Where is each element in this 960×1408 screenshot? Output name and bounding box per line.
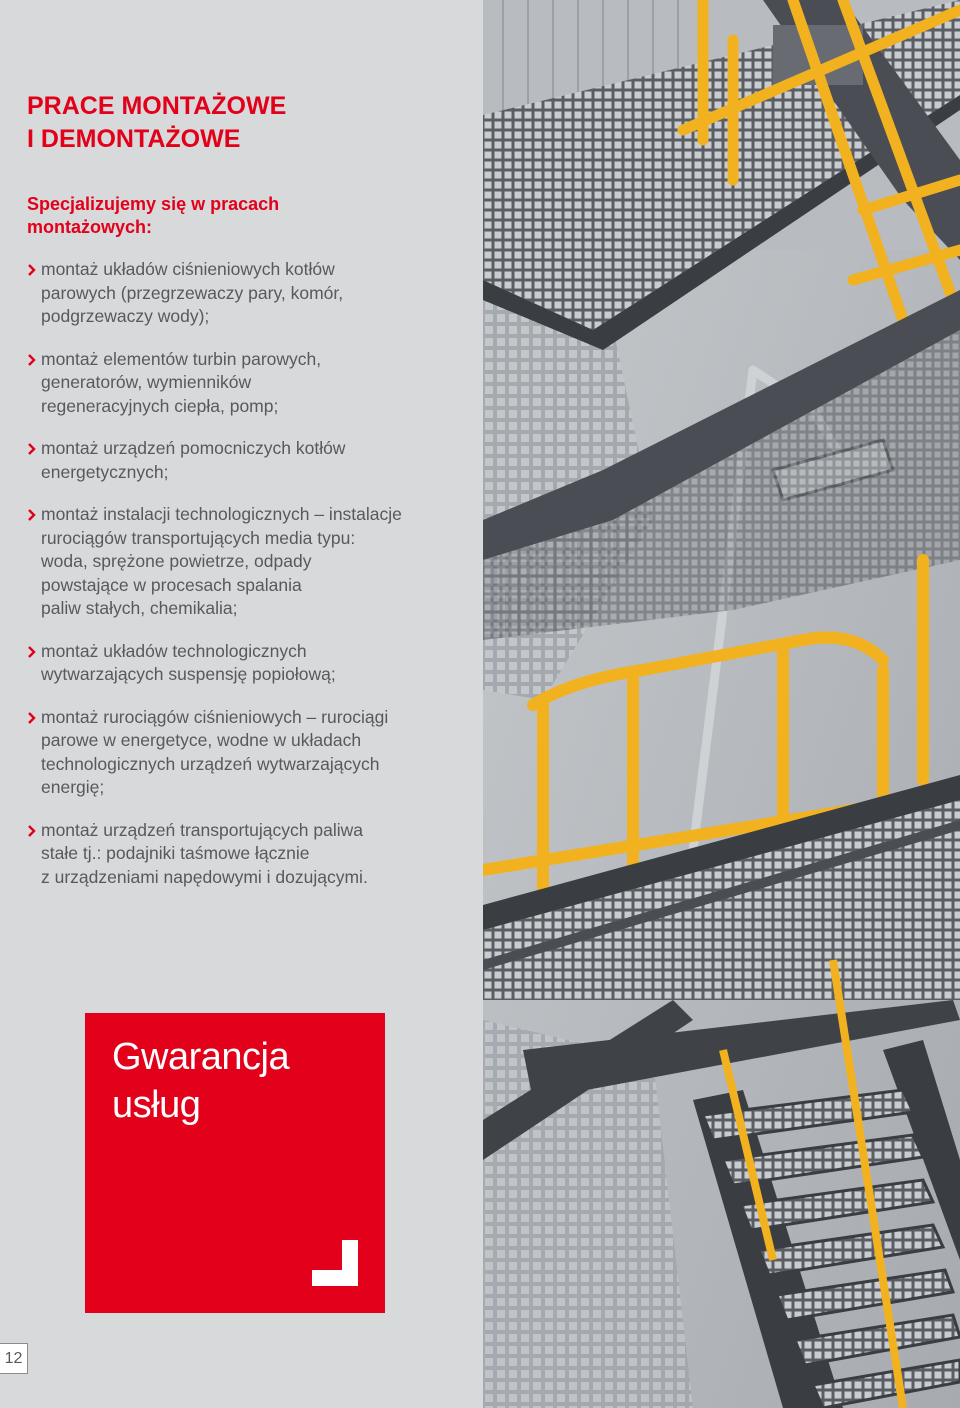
intro-line-2: montażowych:	[27, 217, 153, 237]
page-title-line-2: I DEMONTAŻOWE	[27, 125, 241, 153]
chevron-right-icon	[27, 439, 37, 457]
list-item-line: montaż elementów turbin parowych,	[41, 348, 322, 369]
corner-bracket-icon	[312, 1240, 358, 1286]
list-item-line: regeneracyjnych ciepła, pomp;	[41, 395, 279, 416]
list-item	[27, 640, 467, 687]
list-item-line: wytwarzających suspensję popiołową;	[41, 664, 336, 684]
list-item-line: technologicznych urządzeń wytwarzających	[41, 753, 380, 774]
list-item-line: montaż urządzeń transportujących paliwa	[41, 819, 363, 840]
list-item	[27, 706, 467, 800]
chevron-right-icon	[27, 350, 37, 368]
guarantee-box	[85, 1013, 385, 1313]
list-item-line: rurociągów transportujących media typu:	[41, 527, 356, 548]
list-item-line: woda, sprężone powietrze, odpady	[41, 551, 312, 571]
intro-line-1: Specjalizujemy się w pracach	[27, 194, 280, 214]
list-item-line: montaż urządzeń pomocniczych kotłów	[41, 438, 346, 458]
list-item	[27, 819, 467, 890]
intro-heading	[27, 193, 457, 239]
list-item-line: energię;	[41, 777, 105, 797]
list-item	[27, 503, 467, 621]
page-number: 12	[0, 1343, 28, 1374]
list-item-line: paliw stałych, chemikalia;	[41, 598, 238, 618]
list-item-line: montaż instalacji technologicznych – instalacje	[41, 504, 402, 524]
list-item-line: parowe w energetyce, wodne w układach	[41, 730, 362, 750]
chevron-right-icon	[27, 821, 37, 839]
list-item-line: generatorów, wymienników	[41, 372, 252, 392]
page-title	[27, 90, 457, 156]
guarantee-line-1: Gwarancja	[112, 1036, 290, 1078]
list-item-line: podgrzewaczy wody);	[41, 306, 210, 326]
list-item-line: z urządzeniami napędowymi i dozującymi.	[41, 866, 368, 887]
list-item-line: montaż układów technologicznych	[41, 640, 307, 661]
industrial-staircase-photo	[483, 0, 960, 1408]
services-list	[27, 258, 467, 908]
list-item-line: montaż układów ciśnieniowych kotłów	[41, 259, 335, 279]
chevron-right-icon	[27, 642, 37, 660]
list-item-line: stałe tj.: podajniki taśmowe łącznie	[41, 843, 310, 863]
list-item	[27, 258, 467, 329]
list-item-line: energetycznych;	[41, 461, 169, 482]
chevron-right-icon	[27, 708, 37, 726]
guarantee-line-2: usług	[112, 1084, 201, 1126]
chevron-right-icon	[27, 505, 37, 523]
list-item-line: montaż rurociągów ciśnieniowych – rurociągi	[41, 706, 389, 727]
list-item-line: parowych (przegrzewaczy pary, komór,	[41, 282, 344, 303]
list-item-line: powstające w procesach spalania	[41, 574, 302, 595]
list-item	[27, 437, 467, 484]
guarantee-title	[112, 1033, 289, 1129]
chevron-right-icon	[27, 260, 37, 278]
list-item	[27, 348, 467, 419]
page-title-line-1: PRACE MONTAŻOWE	[27, 92, 287, 120]
